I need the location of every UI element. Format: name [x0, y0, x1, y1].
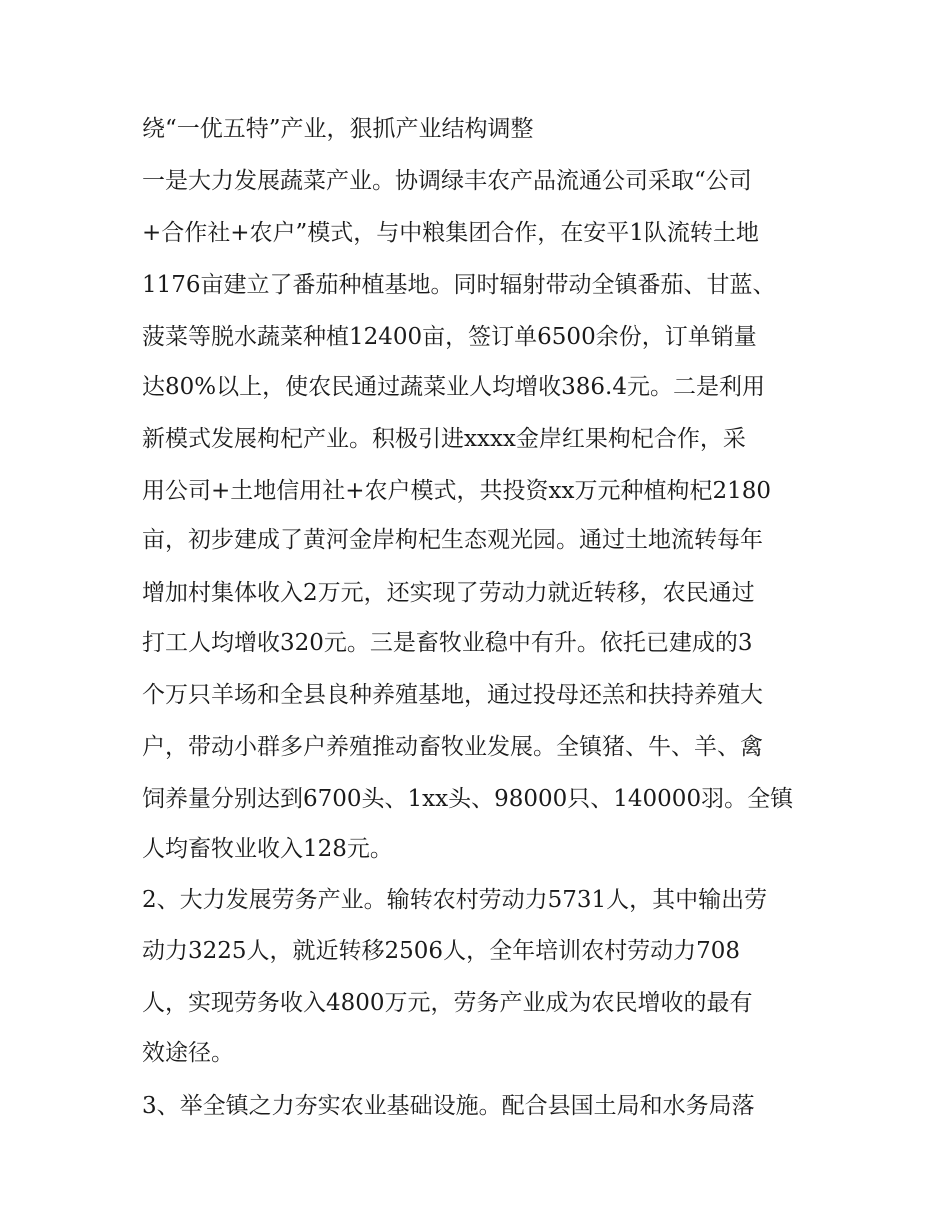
text-line: 3、举全镇之力夯实农业基础设施。配合县国土局和水务局落	[142, 1093, 755, 1119]
text-line: 2、大力发展劳务产业。输转农村劳动力5731人，其中输出劳	[142, 887, 768, 913]
text-line: 菠菜等脱水蔬菜种植12400亩，签订单6500余份，订单销量	[142, 324, 757, 350]
text-line: 人均畜牧业收入128元。	[142, 836, 393, 862]
text-line: 新模式发展枸杞产业。积极引进xxxx金岸红果枸杞合作，采	[142, 426, 746, 452]
text-line: 用公司+土地信用社+农户模式，共投资xx万元种植枸杞2180	[142, 478, 772, 504]
text-line: 增加村集体收入2万元，还实现了劳动力就近转移，农民通过	[142, 580, 755, 606]
text-line: 户，带动小群多户养殖推动畜牧业发展。全镇猪、牛、羊、禽	[142, 734, 763, 760]
text-line: 亩，初步建成了黄河金岸枸杞生态观光园。通过土地流转每年	[142, 527, 763, 553]
text-line: 动力3225人，就近转移2506人，全年培训农村劳动力708	[142, 938, 740, 964]
text-line: 人，实现劳务收入4800万元，劳务产业成为农民增收的最有	[142, 990, 753, 1016]
text-line: 1176亩建立了番茄种植基地。同时辐射带动全镇番茄、甘蓝、	[142, 272, 776, 298]
text-line: 一是大力发展蔬菜产业。协调绿丰农产品流通公司采取“公司	[142, 168, 752, 194]
text-line: 个万只羊场和全县良种养殖基地，通过投母还羔和扶持养殖大	[142, 682, 763, 708]
text-line: 效途径。	[142, 1040, 234, 1066]
text-line: 绕“一优五特”产业，狠抓产业结构调整	[142, 116, 534, 142]
text-line: 达80%以上，使农民通过蔬菜业人均增收386.4元。二是利用	[142, 374, 765, 400]
text-line: +合作社+农户”模式，与中粮集团合作，在安平1队流转土地	[142, 220, 759, 246]
text-line: 饲养量分别达到6700头、1xx头、98000只、140000羽。全镇	[142, 786, 794, 812]
text-line: 打工人均增收320元。三是畜牧业稳中有升。依托已建成的3	[142, 630, 753, 656]
